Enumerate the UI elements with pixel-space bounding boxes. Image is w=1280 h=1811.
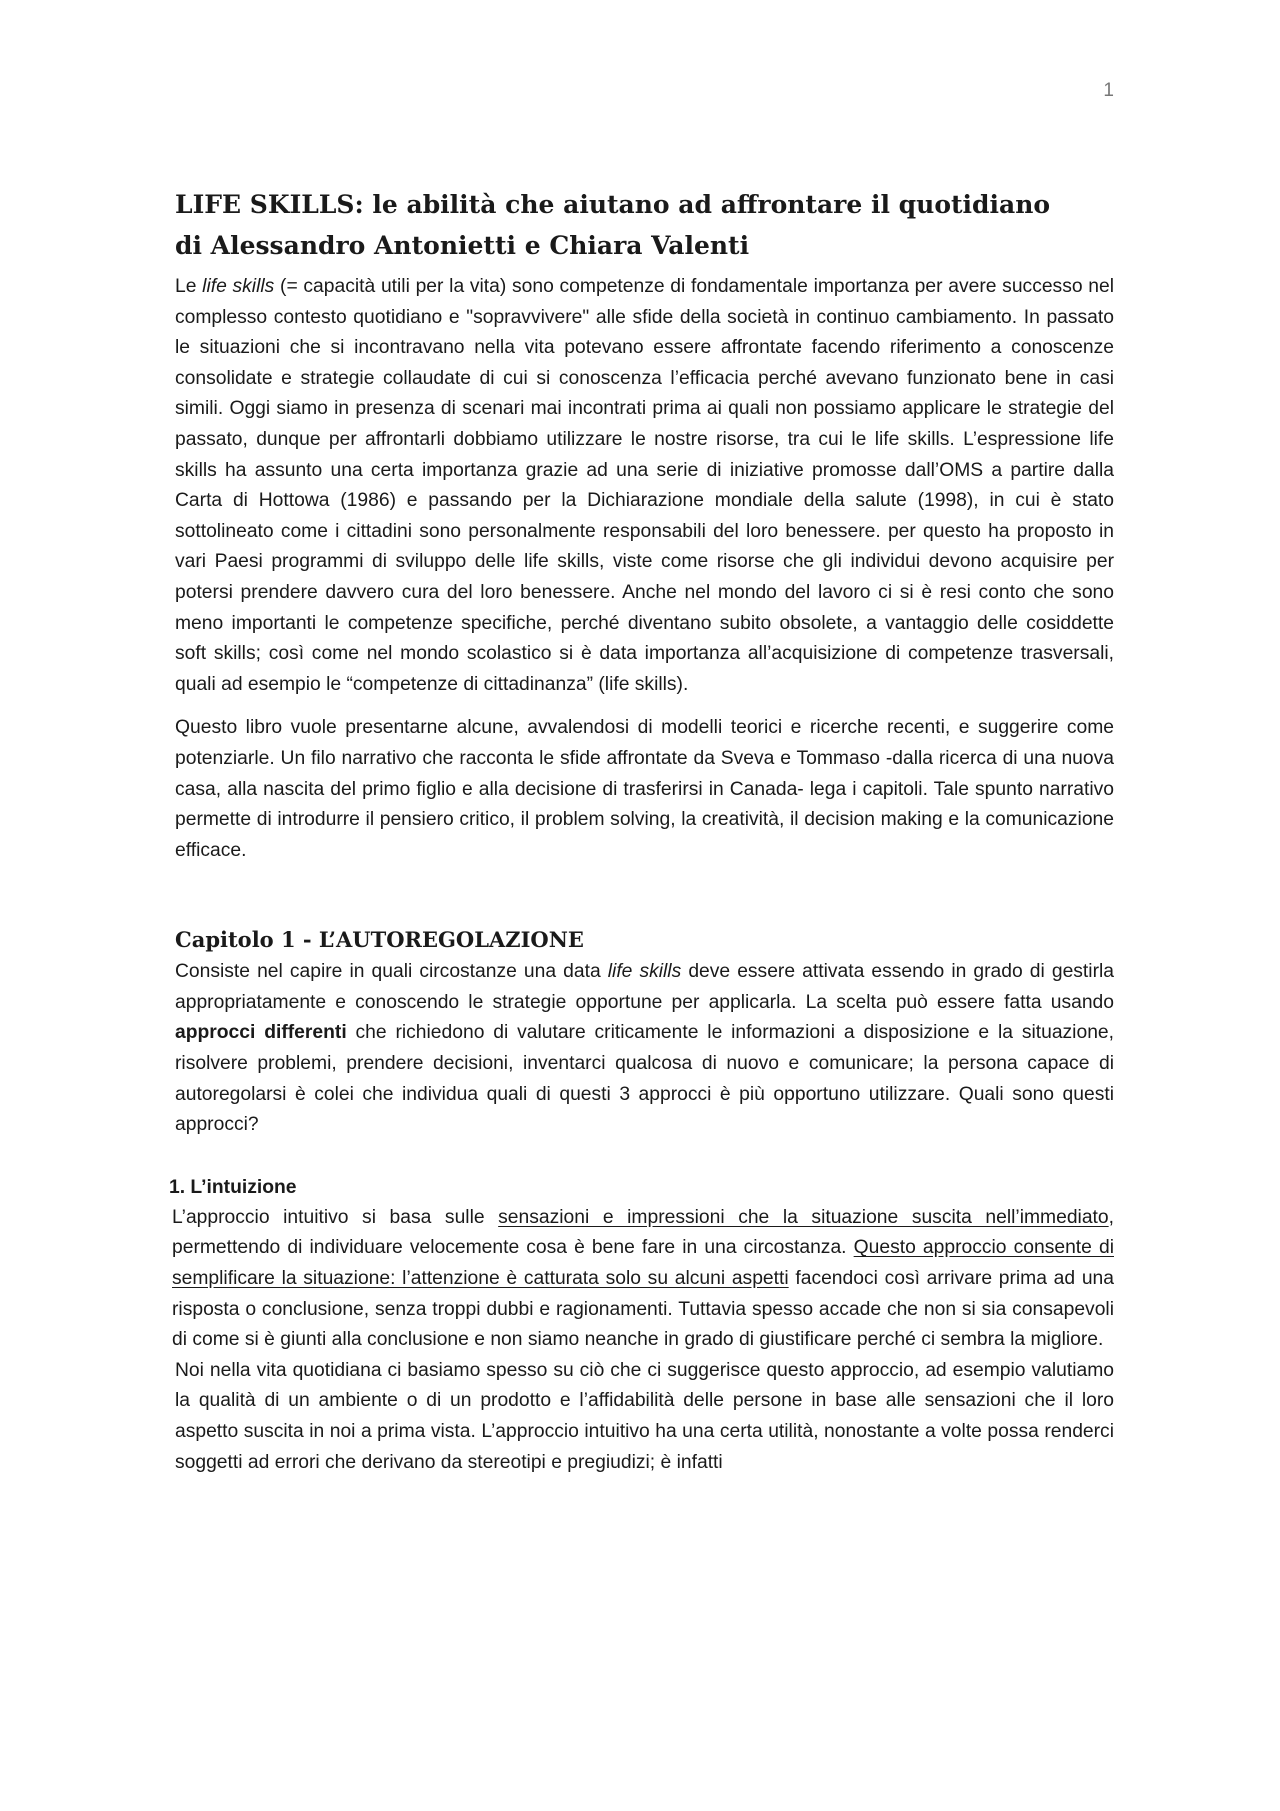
chapter-paragraph: [175, 957, 1114, 1141]
daily-life-paragraph: Noi nella vita quotidiana ci basiamo spesso su ciò che ci suggerisce questo approccio, ad esempio valutiamo la qualità di un ambiente o di un prodotto e l’affidabilità delle persone in base alle sensazioni che il loro aspetto suscita in noi a prima vista. L’approccio intuitivo ha una certa utilità, nonostante a volte possa renderci soggetti ad errori che derivano da stereotipi e pregiudizi; è infatti: [175, 1359, 1114, 1473]
intro-text-a: Le: [175, 276, 203, 297]
intuition-underline-2: Questo approccio consente di: [853, 1237, 1114, 1259]
title-line-2: di Alessandro Antonietti e Chiara Valenti: [175, 231, 750, 260]
intuition-text-d: facendoci così arrivare prima ad una risposta o conclusione, senza troppi dubbi e ragionamenti. Tuttavia spesso accade che non si sia consapevoli di come si è giunti alla conclusione e non siamo neanche in grado di giustificare perché ci sembra la migliore.: [172, 1268, 1114, 1351]
chapter-text-c: che richiedono di valutare criticamente le informazioni a disposizione e la situazione, risolvere problemi, prendere decisioni, inventarci qualcosa di nuovo e comunicare; la persona capace di autoregolarsi è colei che individua quali di questi 3 approcci è più opportuno utilizzare. Quali sono questi approcci?: [175, 1022, 1114, 1136]
page-number: 1: [1103, 80, 1114, 101]
document-body: [169, 184, 1115, 1478]
title-line-1: LIFE SKILLS: le abilità che aiutano ad affrontare il quotidiano: [175, 190, 1051, 219]
intro-text-b: (= capacità utili per la vita) sono competenze di fondamentale importanza per avere successo nel complesso contesto quotidiano e "sopravvivere" alle sfide della società in continuo cambiamento. In passato le situazioni che si incontravano nella vita potevano essere affrontate facendo riferimento a conoscenze consolidate e strategie collaudate di cui si conoscenza l’efficacia perché avevano funzionato bene in casi simili. Oggi siamo in presenza di scenari mai incontrati prima ai quali non possiamo applicare le strategie del passato, dunque per affrontarli dobbiamo utilizzare le nostre risorse, tra cui le life skills. L’espressione life skills ha assunto una certa importanza grazie ad una serie di iniziative promosse dall’OMS a partire dalla Carta di Hottowa (1986) e passando per la Dichiarazione mondiale della salute (1998), in cui è stato sottolineato come i cittadini sono personalmente responsabili del loro benessere. per questo ha proposto in vari Paesi programmi di sviluppo delle life skills, viste come risorse che gli individui devono acquisire per potersi prendere davvero cura del loro benessere. Anche nel mondo del lavoro ci si è resi conto che sono meno importanti le competenze specifiche, perché diventano subito obsolete, a vantaggio delle cosiddette soft skills; così come nel mondo scolastico si è data importanza all’acquisizione di competenze trasversali, quali ad esempio le “competenze di cittadinanza” (life skills).: [175, 276, 1115, 695]
intro-emphasis-life-skills: life skills: [202, 276, 275, 297]
chapter-bold-approaches: approcci differenti: [175, 1022, 347, 1044]
intuition-paragraph: [172, 1203, 1114, 1356]
chapter-heading: Capitolo 1 - L’AUTOREGOLAZIONE: [175, 927, 584, 953]
intuition-underline-3: semplificare la situazione: l’attenzione è catturata solo su alcuni aspetti: [172, 1268, 789, 1290]
chapter-emphasis-life-skills: life skills: [607, 961, 682, 983]
document-title: [175, 184, 1114, 266]
section-heading: 1. L’intuizione: [169, 1176, 297, 1198]
intuition-text-a: L’approccio intuitivo si basa sulle: [172, 1206, 499, 1228]
intuition-text-b: , permettendo di individuare velocemente cosa è bene fare in una circostanza.: [172, 1206, 1114, 1259]
chapter-text-b: deve essere attivata essendo in grado di gestirla appropriatamente e conoscendo le strategie opportune per applicarla. La scelta può essere fatta usando: [175, 961, 1115, 1013]
intro-paragraph: [175, 272, 1114, 700]
book-summary-paragraph: Questo libro vuole presentarne alcune, avvalendosi di modelli teorici e ricerche recenti, e suggerire come potenziarle. Un filo narrativo che racconta le sfide affrontate da Sveva e Tommaso -dalla ricerca di una nuova casa, alla nascita del primo figlio e alla decisione di trasferirsi in Canada- lega i capitoli. Tale spunto narrativo permette di introdurre il pensiero critico, il problem solving, la creatività, il decision making e la comunicazione efficace.: [175, 717, 1114, 861]
intuition-underline-1: sensazioni e impressioni che la situazione suscita nell’immediato: [498, 1206, 1109, 1228]
chapter-text-a: Consiste nel capire in quali circostanze una data: [175, 961, 608, 983]
